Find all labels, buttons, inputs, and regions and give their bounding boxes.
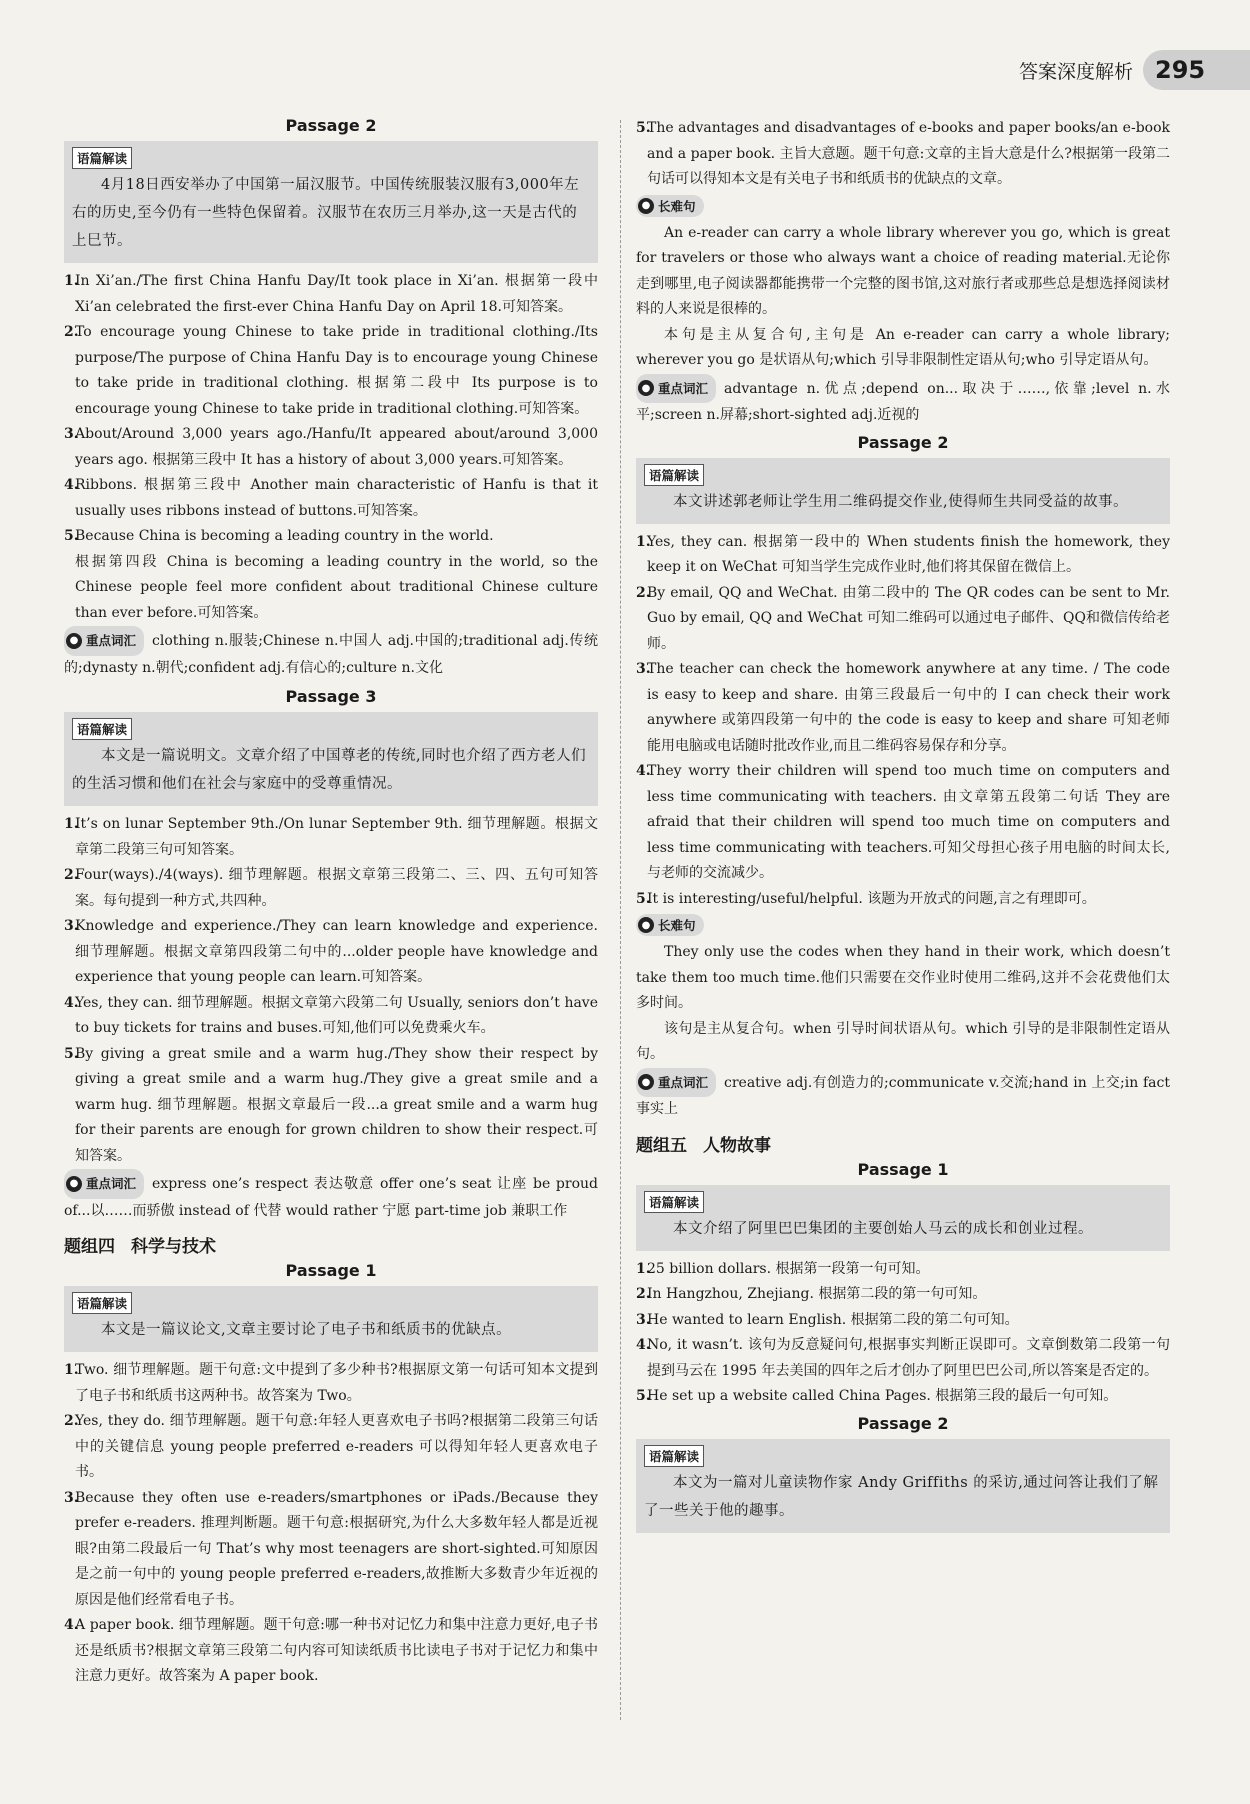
answer-item: [64, 269, 598, 320]
key-icon: ●: [66, 633, 82, 649]
key-icon: ●: [638, 1074, 654, 1090]
answer-item: [636, 116, 1170, 193]
answer-item: [636, 530, 1170, 581]
answer-num: 1.: [64, 816, 79, 832]
answer-text: They worry their children will spend too much time on computers and less time communicating with teachers. 由文章第五段第二句话 They are afraid that their children will spend too much time on computers and less time communicating with teachers.可知父母担心孩子用电脑的时间太长,与老师的交流减少。: [647, 763, 1170, 881]
column-divider: [620, 120, 621, 1720]
vocab-label: 重点词汇: [86, 633, 137, 648]
vocab-text: express one’s respect 表达敬意 offer one’s seat 让座 be proud of...以……而骄傲 instead of 代替 would rather 宁愿 part-time job 兼职工作: [64, 1175, 598, 1219]
answer-num: 5.: [64, 1045, 79, 1062]
answer-num: 4.: [636, 1337, 651, 1353]
answer-num: 5.: [636, 890, 651, 907]
analysis-label: 语篇解读: [72, 718, 132, 740]
hard-label: 长难句: [658, 198, 696, 214]
answer-num: 1.: [64, 1362, 79, 1378]
passage-title: Passage 1: [285, 1261, 377, 1280]
answer-num: 2.: [64, 867, 79, 883]
answer-num: 1.: [636, 533, 651, 550]
analysis-box: [636, 1185, 1170, 1251]
answer-item: [64, 320, 598, 422]
answer-text: The advantages and disadvantages of e-books and paper books/an e-book and a paper book. 主旨大意题。题干句意:文章的主旨大意是什么?根据第一段第二句话可以得知本文是有关电子书和纸质书的优缺点的文章。: [647, 120, 1170, 187]
vocab-text: creative adj.有创造力的;communicate v.交流;hand in 上交;in fact 事实上: [636, 1074, 1170, 1117]
hard-sentence-tag: [636, 195, 1170, 217]
vocab-label: 重点词汇: [658, 1074, 709, 1090]
answer-text: He wanted to learn English. 根据第二段的第二句可知。: [647, 1311, 1019, 1328]
answer-item: [64, 991, 598, 1042]
key-icon: ●: [638, 917, 654, 933]
answer-item: [64, 1613, 598, 1690]
group-title: [636, 1131, 1170, 1156]
hard-badge: [636, 195, 704, 217]
hard-sentence: They only use the codes when they hand in their work, which doesn’t take them too much time.他们只需要在交作业时使用二维码,这并不会花费他们太多时间。: [636, 944, 1170, 1011]
answer-text: Knowledge and experience./They can learn knowledge and experience. 细节理解题。根据文章第四段第二句中的...older people have knowledge and experience that young people can learn.可知答案。: [75, 918, 598, 985]
answer-item: [64, 422, 598, 473]
answer-item: [64, 812, 598, 863]
answer-num: 3.: [636, 1311, 651, 1328]
answer-text: No, it wasn’t. 该句为反意疑问句,根据事实判断正误即可。文章倒数第二段第一句提到马云在 1995 年去美国的四年之后才创办了阿里巴巴公司,所以答案是否定的。: [647, 1337, 1170, 1379]
answer-num: 3.: [64, 426, 79, 442]
answer-num: 4.: [64, 477, 79, 493]
answer-item: [636, 759, 1170, 887]
answer-text: Because they often use e-readers/smartphones or iPads./Because they prefer e-readers. 推理判断题。题干句意:根据研究,为什么大多数年轻人都是近视眼?由第二段最后一句 That’s why most teenagers are short-sighted.可知原因是之前一句中的 young people preferred e-readers,故推断大多数青少年近视的原因是他们经常看电子书。: [75, 1489, 598, 1608]
group-number: 题组五: [636, 1135, 687, 1156]
analysis-text: 本文是一篇议论文,文章主要讨论了电子书和纸质书的优缺点。: [101, 1322, 512, 1338]
answer-text: Two. 细节理解题。题干句意:文中提到了多少种书?根据原文第一句话可知本文提到了电子书和纸质书这两种书。故答案为 Two。: [75, 1362, 598, 1404]
analysis-label: 语篇解读: [72, 147, 132, 169]
vocab-badge: [64, 1169, 144, 1199]
answer-item: [636, 1384, 1170, 1410]
answer-item: [636, 657, 1170, 759]
answer-extra: 根据第四段 China is becoming a leading country in the world, so the Chinese people feel more confident about traditional Chinese culture than ever before.可知答案。: [75, 553, 598, 621]
vocab-block: [64, 626, 598, 681]
analysis-text: 4月18日西安举办了中国第一届汉服节。中国传统服装汉服有3,000年左右的历史,至今仍有一些特色保留着。汉服节在农历三月举办,这一天是古代的上巳节。: [72, 177, 580, 249]
answer-text: To encourage young Chinese to take pride in traditional clothing./Its purpose/The purpose of China Hanfu Day is to encourage young Chinese to take pride in traditional clothing. 根据第二段中 Its purpose is to encourage young Chinese to take pride in traditional clothing.可知答案。: [75, 324, 598, 417]
hard-sentence-note: 该句是主从复合句。when 引导时间状语从句。which 引导的是非限制性定语从句。: [636, 1020, 1170, 1062]
vocab-label: 重点词汇: [658, 380, 709, 396]
vocab-text: advantage n.优点;depend on...取决于……,依靠;level n.水平;screen n.屏幕;short-sighted adj.近视的: [636, 380, 1170, 423]
answer-text: About/Around 3,000 years ago./Hanfu/It appeared about/around 3,000 years ago. 根据第三段中 It has a history of about 3,000 years.可知答案。: [75, 426, 598, 468]
answer-item: [64, 524, 598, 550]
answer-item: [636, 887, 1170, 913]
answer-text: It is interesting/useful/helpful. 该题为开放式的问题,言之有理即可。: [647, 890, 1096, 907]
passage-title: Passage 1: [857, 1159, 949, 1179]
analysis-box: [64, 1286, 598, 1352]
passage-title: Passage 2: [285, 116, 377, 135]
page-header: [1019, 48, 1250, 92]
answer-num: 4.: [64, 994, 79, 1011]
answer-text: Four(ways)./4(ways). 细节理解题。根据文章第三段第二、三、四、五句可知答案。每句提到一种方式,共四种。: [75, 867, 598, 909]
page-number: 295: [1143, 50, 1250, 90]
answer-num: 2.: [636, 1286, 651, 1302]
vocab-block: [636, 374, 1170, 429]
right-column: [636, 116, 1170, 1539]
answer-num: 2.: [64, 1413, 79, 1429]
analysis-text: 本文是一篇说明文。文章介绍了中国尊老的传统,同时也介绍了西方老人们的生活习惯和他们在社会与家庭中的受尊重情况。: [72, 748, 587, 792]
answer-num: 2.: [64, 324, 79, 340]
key-icon: ●: [638, 380, 654, 396]
answer-item: [64, 473, 598, 524]
answer-text: It’s on lunar September 9th./On lunar September 9th. 细节理解题。根据文章第二段第三句可知答案。: [75, 816, 598, 858]
answer-num: 3.: [64, 1489, 79, 1506]
passage-title: Passage 2: [857, 1413, 949, 1433]
group-number: 题组四: [64, 1237, 115, 1257]
analysis-text: 本文为一篇对儿童读物作家 Andy Griffiths 的采访,通过问答让我们了解了一些关于他的趣事。: [644, 1474, 1159, 1519]
answer-num: 2.: [636, 584, 651, 601]
answer-text: He set up a website called China Pages. 根据第三段的最后一句可知。: [647, 1388, 1118, 1404]
analysis-box: [636, 1439, 1170, 1533]
answer-num: 1.: [636, 1260, 651, 1277]
vocab-block: [64, 1169, 598, 1224]
analysis-box: [64, 141, 598, 263]
key-icon: ●: [638, 198, 654, 214]
answer-item: [64, 914, 598, 991]
answer-num: 4.: [636, 763, 651, 779]
analysis-label: 语篇解读: [644, 1445, 704, 1467]
passage-title: Passage 3: [285, 687, 377, 706]
analysis-text: 本文介绍了阿里巴巴集团的主要创始人马云的成长和创业过程。: [673, 1220, 1093, 1237]
analysis-label: 语篇解读: [644, 464, 704, 486]
answer-text: By giving a great smile and a warm hug./They show their respect by giving a great smile and a warm hug./They give a great smile and a warm hug. 细节理解题。根据文章最后一段...a great smile and a warm hug for their parents are enough for grown children to show their respect.可知答案。: [75, 1045, 598, 1164]
answer-num: 5.: [64, 528, 79, 544]
answer-text: In Hangzhou, Zhejiang. 根据第二段的第一句可知。: [647, 1286, 987, 1302]
answer-text: Because China is becoming a leading country in the world.: [75, 528, 494, 544]
answer-item: [636, 1308, 1170, 1334]
key-icon: ●: [66, 1176, 82, 1192]
hard-sentence-note: 本句是主从复合句,主句是 An e-reader can carry a whole library; wherever you go 是状语从句;which 引导非限制性定语从句;who 引导定语从句。: [636, 326, 1170, 368]
answer-num: 1.: [64, 273, 79, 289]
analysis-text: 本文讲述郭老师让学生用二维码提交作业,使得师生共同受益的故事。: [673, 493, 1129, 510]
answer-item: [64, 863, 598, 914]
answer-text: Yes, they do. 细节理解题。题干句意:年轻人更喜欢电子书吗?根据第二段第三句话中的关键信息 young people preferred e-readers 可以得知年轻人更喜欢电子书。: [75, 1413, 598, 1480]
hard-label: 长难句: [658, 918, 696, 933]
vocab-badge: [636, 374, 716, 404]
vocab-badge: [64, 626, 144, 656]
header-title: 答案深度解析: [1018, 60, 1133, 83]
hard-sentence-tag: [636, 914, 1170, 936]
analysis-label: 语篇解读: [72, 1292, 132, 1314]
answer-item: [64, 1409, 598, 1486]
answer-text: 25 billion dollars. 根据第一段第一句可知。: [647, 1260, 930, 1277]
hard-sentence: An e-reader can carry a whole library wherever you go, which is great for travelers or those who always want a choice of reading material.无论你走到哪里,电子阅读器都能携带一个完整的图书馆,这对旅行者或那些总是想选择阅读材料的人来说是很棒的。: [636, 224, 1170, 317]
vocab-label: 重点词汇: [86, 1176, 137, 1191]
answer-item: [636, 1333, 1170, 1384]
answer-num: 4.: [64, 1617, 79, 1633]
answer-item: [64, 1042, 598, 1170]
group-name: 人物故事: [703, 1135, 771, 1156]
answer-text: The teacher can check the homework anywhere at any time. / The code is easy to keep and share. 由第三段最后一句中的 I can check their work anywhere 或第四段第一句中的 the code is easy to keep and share 可知老师能用电脑或电话随时批改作业,而且二维码容易保存和分享。: [647, 661, 1170, 754]
answer-text: Ribbons. 根据第三段中 Another main characteristic of Hanfu is that it usually uses ribbons instead of buttons.可知答案。: [75, 477, 598, 519]
passage-title: Passage 2: [857, 432, 949, 452]
answer-text: Yes, they can. 细节理解题。根据文章第六段第二句 Usually, seniors don’t have to buy tickets for trains and buses.可知,他们可以免费乘火车。: [75, 994, 598, 1036]
answer-text: In Xi’an./The first China Hanfu Day/It took place in Xi’an. 根据第一段中 Xi’an celebrated the first-ever China Hanfu Day on April 18.可知答案。: [75, 273, 598, 315]
answer-num: 5.: [636, 1388, 651, 1404]
vocab-badge: [636, 1068, 716, 1098]
answer-item: [636, 1257, 1170, 1283]
analysis-box: [636, 458, 1170, 524]
answer-item: [636, 581, 1170, 658]
answer-text: A paper book. 细节理解题。题干句意:哪一种书对记忆力和集中注意力更好,电子书还是纸质书?根据文章第三段第二句内容可知读纸质书比读电子书对于记忆力和集中注意力更好。故答案为 A paper book.: [75, 1617, 598, 1684]
analysis-label: 语篇解读: [644, 1191, 704, 1213]
analysis-box: [64, 712, 598, 806]
answer-num: 5.: [636, 120, 651, 136]
left-column: [64, 116, 598, 1690]
group-name: 科学与技术: [131, 1237, 216, 1257]
answer-item: [636, 1282, 1170, 1308]
hard-badge: [636, 914, 704, 936]
answer-num: 3.: [636, 661, 651, 677]
answer-text: By email, QQ and WeChat. 由第二段中的 The QR codes can be sent to Mr. Guo by email, QQ and WeChat 可知二维码可以通过电子邮件、QQ和微信传给老师。: [647, 584, 1170, 652]
vocab-text: clothing n.服装;Chinese n.中国人 adj.中国的;traditional adj.传统的;dynasty n.朝代;confident adj.有信心的;culture n.文化: [64, 632, 598, 676]
answer-item: [64, 1486, 598, 1614]
answer-num: 3.: [64, 918, 79, 934]
answer-item: [64, 1358, 598, 1409]
group-title: [64, 1232, 598, 1257]
vocab-block: [636, 1068, 1170, 1123]
answer-text: Yes, they can. 根据第一段中的 When students finish the homework, they keep it on WeChat 可知当学生完成作业时,他们将其保留在微信上。: [647, 533, 1170, 575]
